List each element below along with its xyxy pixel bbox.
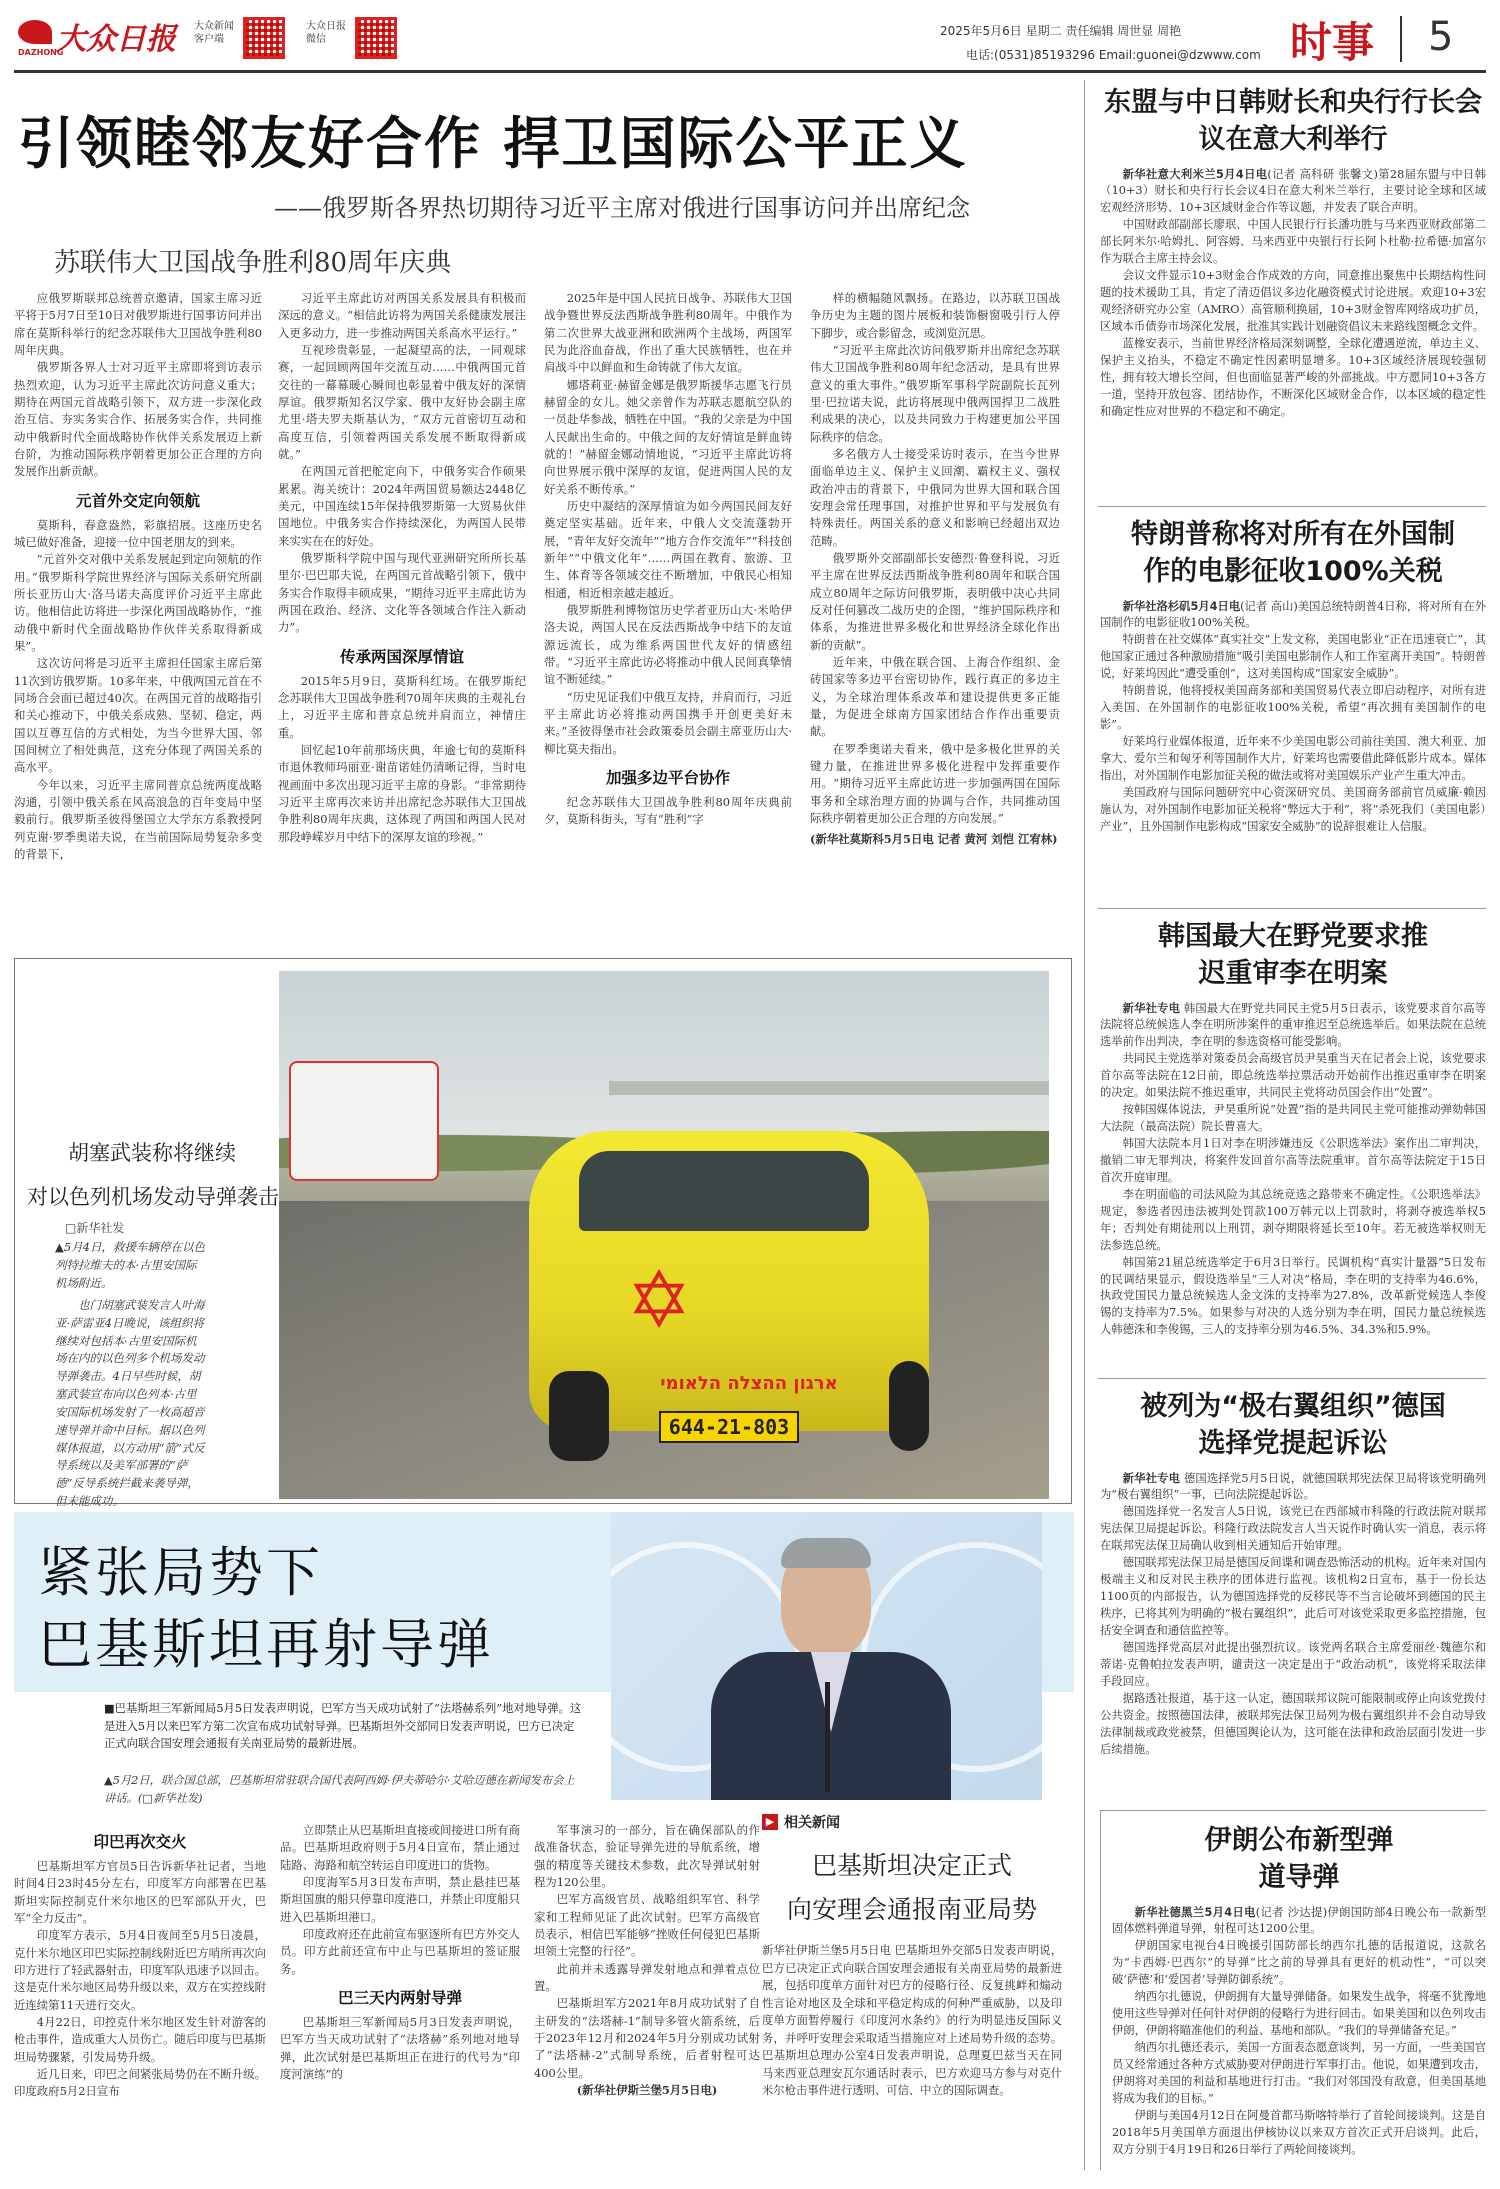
- column-divider: [1100, 1810, 1101, 2170]
- lead-column-3: [544, 290, 792, 829]
- license-plate: 644-21-803: [659, 1411, 799, 1443]
- paragraph-text: 第28届东盟与中日韩（10+3）财长和央行行长会议4日在意大利米兰举行，主要讨论全球和区域宏观经济形势、10+3区域财金合作等议题，并发表了联合声明。: [1100, 167, 1486, 215]
- lead-column-2: [278, 290, 526, 846]
- trump-title: 特朗普称将对所有在外国制作的电影征收100%关税: [1131, 519, 1455, 588]
- paragraph: 印度军方表示，5月4日夜间至5月5日凌晨，克什米尔地区印巴实际控制线附近巴方哨所再次向印方进行了轻武器射击，印度军队迅速予以回击。这是克什米尔地区局势升级以来，双方在实控线附近连续第11天进行交火。: [14, 1928, 266, 2012]
- section-heading: 传承两国深厚情谊: [339, 647, 464, 666]
- paragraph: 伊朗国家电视台4日晚援引国防部长纳西尔扎德的话报道说，这款名为“卡西姆·巴西尔”的导弹“比之前的导弹具有更好的机动性”，“可以突破‘萨德’和‘爱国者’导弹防御系统”。: [1112, 1939, 1486, 1987]
- lead-subhead-2: 苏联伟大卫国战争胜利80周年庆典: [54, 248, 452, 278]
- byline: (新华社伊斯兰堡5月5日电): [576, 2082, 718, 2097]
- paragraph: 印度海军5月3日发布声明，禁止悬挂巴基斯坦国旗的船只停靠印度港口，并禁止印度船只进入巴基斯坦港口。: [280, 1874, 520, 1924]
- israel-title-1: 胡塞武装称将继续: [68, 1141, 236, 1165]
- section-heading: 印巴再次交火: [93, 1833, 187, 1851]
- speaker-hair: [781, 1538, 871, 1568]
- paragraph: 多名俄方人士接受采访时表示，在当今世界面临单边主义、保护主义回潮、霸权主义、强权政治冲击的背景下，中俄同为世界大国和联合国安理会常任理事国，对推护世界和平与发展负有特殊责任。两国关系的意义和影响已经超出双边范畴。: [810, 446, 1060, 548]
- related-news: [762, 1812, 1062, 2100]
- story-divider: [1098, 908, 1486, 909]
- paragraph: 德国联邦宪法保卫局是德国反间谍和调查恐怖活动的机构。近年来对国内极端主义和反对民主秩序的团体进行监视。该机构2日宣布，基于一份长达1100页的内部报告，认为德国选择党的反移民等不当言论破坏到德国的民主秩序，已将其列为明确的“极右翼组织”，此后可对该党采取更多监控措施，包括安全调查和通信监控等。: [1100, 1556, 1486, 1637]
- paragraph: 立即禁止从巴基斯坦直接或间接进口所有商品。巴基斯坦政府则于5月4日宣布，禁止通过陆路、海路和航空转运自印度进口的货物。: [280, 1823, 520, 1872]
- pakistan-column-3: [534, 1822, 760, 2099]
- lead-story: [14, 80, 1074, 950]
- paragraph: 共同民主党选举对策委员会高级官员尹昊重当天在记者会上说，该党要求首尔高等法院在12日前，即总统选举拉票活动开始前作出推迟重审李在明案的决定。如果法院不推迟重审，共同民主党将动员国会作出“处置”。: [1100, 1052, 1486, 1100]
- paragraph: 会议文件显示10+3财金合作成效的方向，同意推出聚焦中长期结构性问题的技术援助工具，肯定了清迈倡议多边化融资模式讨论进展。欢迎10+3宏观经济研究办公室（AMRO）高管顺利换届，10+3财金智库网络成功扩员，区域本币债券市场深化发展，批准其实践计划融资倡议未来路线图概念文件。: [1100, 269, 1486, 333]
- paragraph: “元首外交对俄中关系发展起到定向领航的作用。”俄罗斯科学院世界经济与国际关系研究所副所长亚历山大·洛马诺夫高度评价习近平主席此访。他相信此访将进一步深化两国战略协作，“推动俄中新时代全面战略协作伙伴关系取得新成果”。: [14, 552, 262, 653]
- paragraph: [1100, 167, 1486, 218]
- paragraph: 军事演习的一部分，旨在确保部队的作战准备状态，验证导弹先进的导航系统，增强的精度等关键技术参数，此次导弹试射射程为120公里。: [534, 1823, 760, 1889]
- asean-title: 东盟与中日韩财长和央行行长会议在意大利举行: [1104, 87, 1482, 156]
- masthead-rule: [14, 70, 1486, 73]
- car-hebrew-text: ארגון ההצלה הלאומי: [660, 1373, 838, 1394]
- paragraph: 回忆起10年前那场庆典，年逾七旬的莫斯科市退休教师玛丽亚·谢苗诺娃仍清晰记得，当时电视画面中多次出现习近平主席的身影。“非常期待习近平主席再次来访并出席纪念苏联伟大卫国战争胜利80周年庆典，这体现了两国和两国人民对那段峥嵘岁月中结下的深厚友谊的珍视。”: [278, 742, 526, 844]
- paragraph: 今年以来，习近平主席同普京总统两度战略沟通，引领中俄关系在风高浪急的百年变局中坚毅前行。俄罗斯圣彼得堡国立大学东方系教授阿列克谢·罗季奥诺夫说，在当前国际局势复杂多变的背景下，: [14, 777, 262, 861]
- paragraph: 应俄罗斯联邦总统普京邀请，国家主席习近平将于5月7日至10日对俄罗斯进行国事访问并出席在莫斯科举行的纪念苏联伟大卫国战争胜利80周年庆典。: [14, 291, 262, 357]
- paragraph: “习近平主席此次访问俄罗斯并出席纪念苏联伟大卫国战争胜利80周年纪念活动，是具有世界意义的重大事件。”俄罗斯军事科学院副院长瓦列里·巴拉诺夫说，此访将展现中俄两国捍卫二战胜利成果的决心，以及共同致力于构建更加公平国际秩序的信念。: [810, 342, 1060, 444]
- israel-story: [14, 958, 1072, 1508]
- column-divider: [1084, 80, 1085, 2170]
- qr-code-icon: [243, 17, 285, 59]
- lead-headline: 引领睦邻友好合作 捍卫国际公平正义: [18, 112, 968, 177]
- byline: (记者 高科研 张馨文): [1267, 167, 1378, 181]
- paragraph: “历史见证我们中俄互友持，并肩而行，习近平主席此访必将推动两国携手开创更美好未来。”圣彼得堡市社会政策委员会副主席亚历山大·柳比莫夫指出。: [544, 689, 792, 756]
- ambulance: [289, 1061, 439, 1181]
- related-body: 新华社伊斯兰堡5月5日电 巴基斯坦外交部5日发表声明说，巴方已决定正式向联合国安理会通报有关南亚局势的最新进展，包括印度单方面针对巴方的侵略行径、反复挑衅和煽动性言论对地区及全球和平稳定构成的何种严重威胁，以及印度单方面暂停履行《印度河水条约》的行为明显违反国际义务，并呼吁安理会采取适当措施应对上述局势升级的态势。巴基斯坦总理办公室4日发表声明说，总理夏巴兹当天在同马来西亚总理安瓦尔通话时表示，巴方欢迎马方参与对克什米尔枪击事件进行透明、可信、中立的国际调查。: [762, 1944, 1062, 2097]
- paragraph: 韩国第21届总统选举定于6月3日举行。民调机构“真实计量器”5日发布的民调结果显示，假设选举呈“三人对决”格局，李在明的支持率为46.6%，执政党国民力量总统候选人金文洙的支持率为27.8%，改革新党候选人李俊锡的支持率为7.5%。如果参与对决的人选分别为李在明，国民力量总统候选人韩德洙和李俊锡，三人的支持率分别为46.5%、34.3%和5.9%。: [1100, 1255, 1486, 1337]
- paragraph: [1100, 1471, 1486, 1505]
- paragraph: 蓝橡安表示，当前世界经济格局深刻调整，全球化遭遇逆流，单边主义、保护主义抬头，不稳定不确定性因素明显增多。10+3区域经济展现较强韧性，拥有较大增长空间，但也面临显著严峻的外部挑战。中方愿同10+3各方一道，坚持开放包容、团结协作，不断深化区域财金合作，以本区域的稳定性和确定性应对世界的不稳定和不确定。: [1100, 336, 1486, 418]
- pakistan-story: [14, 1512, 1074, 2172]
- paragraph: 好莱坞行业媒体报道，近年来不少美国电影公司前往美国、澳大利亚、加拿大、爱尔兰和匈牙利等国制作大片，好莱坞也需要借此降低影片成本。媒体指出，对外国制作电影加征关税的做法或将对美国娱乐产业产生重大冲击。: [1100, 735, 1486, 782]
- paragraph: [1112, 1905, 1486, 1939]
- dateline: 新华社德黑兰5月4日电: [1134, 1905, 1256, 1919]
- related-title-2: 向安理会通报南亚局势: [786, 1895, 1037, 1924]
- paragraph: 俄罗斯外交部副部长安德烈·鲁登科说，习近平主席在世界反法西斯战争胜利80周年和联合国成立80周年之际访问俄罗斯，表明俄中决心共同反对任何篡改二战历史的企图，“维护国际秩序和体系，为推进世界多极化和世界经济全球化作出新的贡献”。: [810, 550, 1060, 652]
- israel-source: □新华社发: [65, 1221, 125, 1235]
- related-news-label: [762, 1812, 1062, 1832]
- paragraph: [1100, 1001, 1486, 1052]
- microphone-icon: [825, 1682, 830, 1792]
- qr1-label: 大众新闻客户端: [194, 21, 234, 45]
- section-heading: 巴三天内两射导弹: [337, 1988, 462, 2007]
- paragraph: 莫斯科，春意盎然，彩旗招展。这座历史名城已做好准备，迎接一位中国老朋友的到来。: [14, 517, 262, 549]
- paragraph-text: 美国总统特朗普4日称，将对所有在外国制作的电影征收100%关税。: [1100, 599, 1486, 630]
- paragraph: 中国财政部副部长廖珉、中国人民银行行长潘功胜与马来西亚财政部第二部长阿米尔·哈姆扎、阿容姆、马来西亚中央银行行长阿卜杜勒·拉希德·加富尔作为联合主席主持会议。: [1100, 218, 1486, 266]
- date-line: 2025年5月6日 星期二 责任编辑 周世显 周艳: [940, 24, 1182, 38]
- israel-photo: [279, 971, 1049, 1499]
- section-heading: 加强多边平台协作: [605, 768, 730, 787]
- israel-caption: ▲5月4日，救援车辆停在以色列特拉维夫的本·古里安国际机场附近。: [55, 1240, 205, 1290]
- byline: (新华社莫斯科5月5日电 记者 黄河 刘恺 江宥林): [810, 832, 1058, 847]
- paragraph: 巴军方高级官员、战略组织军官、科学家和工程师见证了此次试射。巴军方高级官员表示，相信巴军能够“挫败任何侵犯巴基斯坦领土完整的行径”。: [534, 1892, 760, 1959]
- dateline: 新华社意大利米兰5月4日电: [1122, 167, 1268, 181]
- asean-story: [1100, 84, 1486, 421]
- bridge: [609, 1081, 1049, 1095]
- paragraph: 俄罗斯胜利博物馆历史学者亚历山大·米哈伊洛夫说，两国人民在反法西斯战争中结下的友谊源远流长，成为维系两国世代友好的情感纽带。“习近平主席此访必将推动中俄人民间真挚情谊不断延续。”: [544, 602, 792, 687]
- paragraph: 习近平主席此访对两国关系发展具有积极而深远的意义。“相信此访将为两国关系健康发展注入更多动力，进一步推动两国关系高水平运行。”: [278, 291, 526, 340]
- car-wheel: [889, 1361, 929, 1451]
- dateline: 新华社专电: [1122, 1471, 1181, 1485]
- related-label-text: 相关新闻: [784, 1815, 840, 1831]
- car-windshield: [579, 1151, 869, 1231]
- pakistan-column-1: [14, 1822, 266, 2101]
- israel-title-2: 对以色列机场发动导弹袭击: [27, 1185, 279, 1209]
- paragraph: 按韩国媒体说法，尹昊重所说“处置”指的是共同民主党可能推动弹劾韩国大法院（最高法院）院长曹喜大。: [1100, 1103, 1486, 1134]
- paragraph-text: 伊朗国防部4日晚公布一款新型固体燃料弹道导弹，射程可达1200公里。: [1112, 1905, 1486, 1936]
- pakistan-column-2: [280, 1822, 520, 2083]
- qr-code-icon: [355, 17, 397, 59]
- star-of-david-icon: ✡: [626, 1256, 692, 1346]
- germany-title: 被列为“极右翼组织”德国选择党提起诉讼: [1140, 1391, 1446, 1460]
- lead-column-1: [14, 290, 262, 863]
- paragraph: 在罗季奥诺夫看来，俄中是多极化世界的关键力量，在推进世界多极化进程中发挥重要作用。“期待习近平主席此访进一步加强两国在国际事务和全球治理方面的协调与合作，共同推动国际秩序朝着更加公正合理的方向发展。”: [810, 741, 1060, 825]
- page-number: 5: [1428, 14, 1454, 60]
- paragraph: 互视珍贵彰显，一起凝望高的法，一同观球赛，一起回顾两国年交流互动……中俄两国元首交往的一幕幕暖心瞬间也彰显着中俄友好的深情厚谊。俄罗斯知名汉学家、俄中友好协会副主席尤里·塔夫罗夫斯基认为，“双方元首密切互动和高度互信，引领着两国关系发展不断取得新成就。”: [278, 342, 526, 461]
- paragraph-text: 德国选择党5月5日说，就德国联邦宪法保卫局将该党明确列为“极右翼组织”一事，已向法院提起诉讼。: [1100, 1471, 1486, 1502]
- paragraph: 4月22日，印控克什米尔地区发生针对游客的枪击事件，造成重大人员伤亡。随后印度与巴基斯坦局势骤紧，引发局势升级。: [14, 2014, 266, 2064]
- paragraph: 样的横幅随风飘扬。在路边，以苏联卫国战争历史为主题的图片展板和装饰橱窗吸引行人停下脚步，或合影留念，或浏览沉思。: [810, 291, 1060, 340]
- pakistan-lede: ■巴基斯坦三军新闻局5月5日发表声明说，巴军方当天成功试射了“法塔赫系列”地对地导弹。这是进入5月以来巴军方第二次宣布成功试射导弹。巴基斯坦外交部同日发表声明说，巴方已决定正式向联合国安理会通报有关南亚局势的最新进展。: [104, 1702, 582, 1750]
- paragraph: 2015年5月9日，莫斯科红场。在俄罗斯纪念苏联伟大卫国战争胜利70周年庆典的主观礼台上，习近平主席和普京总统并肩而立，神情庄重。: [278, 673, 526, 740]
- lead-column-4: [810, 290, 1060, 849]
- israel-body: 也门胡塞武装发言人叶海亚·萨雷亚4日晚说，该组织将继续对包括本·古里安国际机场在内的以色列多个机场发动导弹袭击。4日早些时候，胡塞武装宣布向以色列本·古里安国际机场发射了一枚高超音速导弹并命中目标。据以色列媒体报道，以方动用“箭”式反导系统以及美军部署的“萨德”反导系统拦截来袭导弹，但未能成功。: [55, 1298, 205, 1508]
- paragraph: 美国政府与国际问题研究中心资深研究员、美国商务部前官员威廉·赖因施认为，对外国制作电影加征关税将“弊远大于利”，将“杀死我们（美国电影）产业”，且外国制作电影构成“国家安全威胁”的说辞很难让人信服。: [1100, 785, 1486, 833]
- korea-title: 韩国最大在野党要求推迟重审李在明案: [1158, 921, 1428, 990]
- paragraph: 历史中凝结的深厚情谊为如今两国民间友好奠定坚实基础。近年来，中俄人文交流蓬勃开展，“青年友好交流年”“地方合作交流年”“科技创新年”“中俄文化年”……两国在教育、旅游、卫生、体育等各领域交往不断增加，中俄民心相知相通，相近相亲越走越近。: [544, 498, 792, 600]
- paragraph: 韩国大法院本月1日对李在明涉嫌违反《公职选举法》案作出二审判决，撤销二审无罪判决，将案件发回首尔高等法院重审。首尔高等法院定于15日首次开庭审理。: [1100, 1137, 1486, 1184]
- byline: (记者 高山): [1240, 599, 1298, 613]
- paragraph: 在两国元首把舵定向下，中俄务实合作硕果累累。海关统计：2024年两国贸易额达2448亿美元，中国连续15年保持俄罗斯第一大贸易伙伴国地位。中俄务实合作持续深化，为两国人民带来实实在在的好处。: [278, 464, 526, 548]
- paragraph: 德国选择党高层对此提出强烈抗议。该党两名联合主席爱丽丝·魏德尔和蒂诺·克鲁帕拉发表声明，谴责这一决定是出于“政治动机”，该党将采取法律手段回应。: [1100, 1640, 1486, 1688]
- paragraph-text: 韩国最大在野党共同民主党5月5日表示，该党要求首尔高等法院将总统候选人李在明所涉案件的重审推迟至总统选举后。如果法院在总统选举前作出判决，李在明的参选资格可能受影响。: [1100, 1001, 1486, 1049]
- logo-emblem-icon: [18, 20, 52, 44]
- paragraph: 据路透社报道，基于这一认定，德国联邦议院可能限制或停止向该党拨付公共资金。按照德国法律，被联邦宪法保卫局列为极右翼组织并不会自动导致法律制裁或政党被禁，但德国舆论认为，这可能在法律和政治层面引发进一步后续措施。: [1100, 1691, 1486, 1756]
- dateline: 新华社专电: [1122, 1001, 1181, 1015]
- paragraph: 这次访问将是习近平主席担任国家主席后第11次到访俄罗斯。10多年来，中俄两国元首在不同场合会面已超过40次。在两国元首的战略指引和关心推动下，中俄关系成熟、坚韧、稳定，两国以互尊互信的方式相处，为当今世界大国、邻国间树立了相处典范，这充分体现了两国关系的高水平。: [14, 656, 262, 775]
- iran-title: 伊朗公布新型弹道导弹: [1204, 1825, 1394, 1894]
- paragraph: 李在明面临的司法风险为其总统竞选之路带来不确定性。《公职选举法》规定，参选者因违法被判处罚款100万韩元以上罚款时，将剥夺被选举权5年；否判处有期徒刑以上刑罚，剥夺期限将延长至10年。若无被选举权则无法参选总统。: [1100, 1187, 1486, 1252]
- section-divider: [1400, 16, 1402, 62]
- germany-story: [1100, 1388, 1486, 1758]
- iran-story: [1112, 1822, 1486, 2159]
- pakistan-title-1: 紧张局势下: [38, 1541, 323, 1604]
- pakistan-title-2: 巴基斯坦再射导弹: [38, 1613, 494, 1676]
- paragraph: 此前并未透露导弹发射地点和弹着点位置。: [534, 1961, 760, 1993]
- paragraph: 巴基斯坦三军新闻局5月3日发表声明说，巴军方当天成功试射了“法塔赫”系列地对地导弹，此次试射是巴基斯坦正在进行的代号为“印度河演练”的: [280, 2014, 520, 2081]
- paragraph: 2025年是中国人民抗日战争、苏联伟大卫国战争暨世界反法西斯战争胜利80周年。中俄作为第二次世界大战亚洲和欧洲两个主战场，两国军民为此浴血奋战，作出了重大民族牺牲，也在并肩战斗中以鲜血和生命铸就了伟大友谊。: [544, 291, 792, 375]
- byline: (记者 沙达提): [1255, 1905, 1328, 1919]
- story-divider: [1098, 1378, 1486, 1379]
- paragraph: [1100, 599, 1486, 633]
- qr2-label: 大众日报微信: [306, 21, 346, 45]
- paragraph: 纳西尔扎德还表示，美国一方面表态愿意谈判，另一方面，一些美国官员又经常通过各种方式威胁要对伊朗进行军事打击。他说，如果遭到攻击，伊朗将对美国的利益和基地进行打击。“我们对邻国没有敌意，但美国基地将成为我们的目标。”: [1112, 2041, 1486, 2105]
- lead-subhead: ——俄罗斯各界热切期待习近平主席对俄进行国事访问并出席纪念: [274, 194, 970, 222]
- paragraph: 纪念苏联伟大卫国战争胜利80周年庆典前夕，莫斯科街头，写有“胜利”字: [544, 794, 792, 827]
- story-divider: [1098, 506, 1486, 507]
- paragraph: 俄罗斯各界人士对习近平主席即将到访表示热烈欢迎，认为习近平主席此次访问意义重大；期待在两国元首战略引领下，双方进一步深化政治互信、夯实务实合作、拓展务实合作，共同推动中俄新时代全面战略协作伙伴关系发展迈上新台阶，为推动国际秩序朝着更加公正合理的方向发展作出新贡献。: [14, 360, 262, 479]
- logo-text: 大众日报: [56, 22, 176, 57]
- korea-story: [1100, 918, 1486, 1339]
- paragraph: 近年来，中俄在联合国、上海合作组织、金砖国家等多边平台密切协作，践行真正的多边主义，为全球治理体系改革和建设提供更多正能量，为促进全球南方国家团结合作作出重要贡献。: [810, 654, 1060, 739]
- paragraph: 巴基斯坦军方官员5日告诉新华社记者，当地时间4日23时45分左右，印度军方向部署在巴基斯坦实际控制克什米尔地区的巴军部队开火，巴军“全力反击”。: [14, 1859, 266, 1925]
- dateline: 新华社洛杉矶5月4日电: [1122, 599, 1241, 613]
- car-wheel: [549, 1371, 609, 1461]
- paragraph: 近几日来，印巴之间紧张局势仍在不断升级。印度政府5月2日宣布: [14, 2066, 266, 2099]
- paragraph: 伊朗与美国4月12日在阿曼首都马斯喀特举行了首轮间接谈判。这是自2018年5月美国单方面退出伊核协议以来双方首次正式开启谈判。此后，双方分别于4月19日和26日举行了两轮间接谈判。: [1112, 2108, 1486, 2156]
- paragraph: 娜塔莉亚·赫留金娜是俄罗斯援华志愿飞行员赫留金的女儿。她父亲曾作为苏联志愿航空队的一员赴华参战，牺牲在中国。“我的父亲是为中国人民献出生命的。中俄之间的友好情谊是鲜血铸就的！”赫留金娜动情地说，“习近平主席此访将向世界展示俄中深厚的友谊，促进两国人民的友好关系不断传承。”: [544, 377, 792, 496]
- paragraph: 特朗普说，他将授权美国商务部和美国贸易代表立即启动程序，对所有进入美国、在外国制作的电影征收100%关税，希望“再次拥有美国制作的电影”。: [1100, 684, 1486, 732]
- contact-line: 电话:(0531)85193296 Email:guonei@dzwww.com: [966, 48, 1261, 62]
- section-heading: 元首外交定向领航: [75, 491, 200, 510]
- paragraph: 俄罗斯科学院中国与现代亚洲研究所所长基里尔·巴巴耶夫说，在两国元首战略引领下，俄中务实合作取得丰硕成果，“期待习近平主席此访为两国在政治、经济、文化等各领域合作注入新动力”。: [278, 550, 526, 635]
- paragraph: 德国选择党一名发言人5日说，该党已在西部城市科隆的行政法院对联邦宪法保卫局提起诉讼。科隆行政法院发言人当天说作时确认实一消息，表示将在联邦宪法保卫局确认收到相关通知后开始审理。: [1100, 1505, 1486, 1553]
- trump-story: [1100, 516, 1486, 836]
- paragraph: 印度政府还在此前宣布驱逐所有巴方外交人员。印方此前还宣布中止与巴基斯坦的签证服务。: [280, 1926, 520, 1976]
- related-title-1: 巴基斯坦决定正式: [811, 1851, 1012, 1880]
- logo-sub: DAZHONG: [18, 48, 64, 57]
- paragraph: 巴基斯坦军方2021年8月成功试射了自主研发的“法塔赫-1”制导多管火箭系统，后于2023年12月和2024年5月分别成功试射了“法塔赫-2”式制导系统，后者射程可达400公里。: [534, 1996, 760, 2080]
- arrow-badge-icon: ▶: [762, 1814, 778, 1830]
- story-divider: [1100, 1810, 1486, 1811]
- pakistan-photo: [611, 1512, 1042, 1800]
- paragraph: 纳西尔扎德说，伊朗拥有大量导弹储备。如果发生战争，将毫不犹豫地使用这些导弹对任何针对伊朗的侵略行为进行回击。如果美国和以色列攻击伊朗，伊朗将瞄准他们的利益、基地和部队。“我们的导弹储备充足。”: [1112, 1990, 1486, 2038]
- pakistan-caption: ▲5月2日，联合国总部，巴基斯坦常驻联合国代表阿西姆·伊夫蒂哈尔·艾哈迈德在新闻发布会上讲话。(□新华社发): [104, 1774, 575, 1805]
- paragraph: 特朗普在社交媒体“真实社交”上发文称，美国电影业“正在迅速衰亡”，其他国家正通过各种激励措施“吸引美国电影制作人和工作室离开美国”。特朗普说，好莱坞因此“遭受重创”，这对美国构成“国家安全威胁”。: [1100, 633, 1486, 681]
- section-name: 时事: [1290, 18, 1375, 67]
- masthead: [0, 0, 1500, 68]
